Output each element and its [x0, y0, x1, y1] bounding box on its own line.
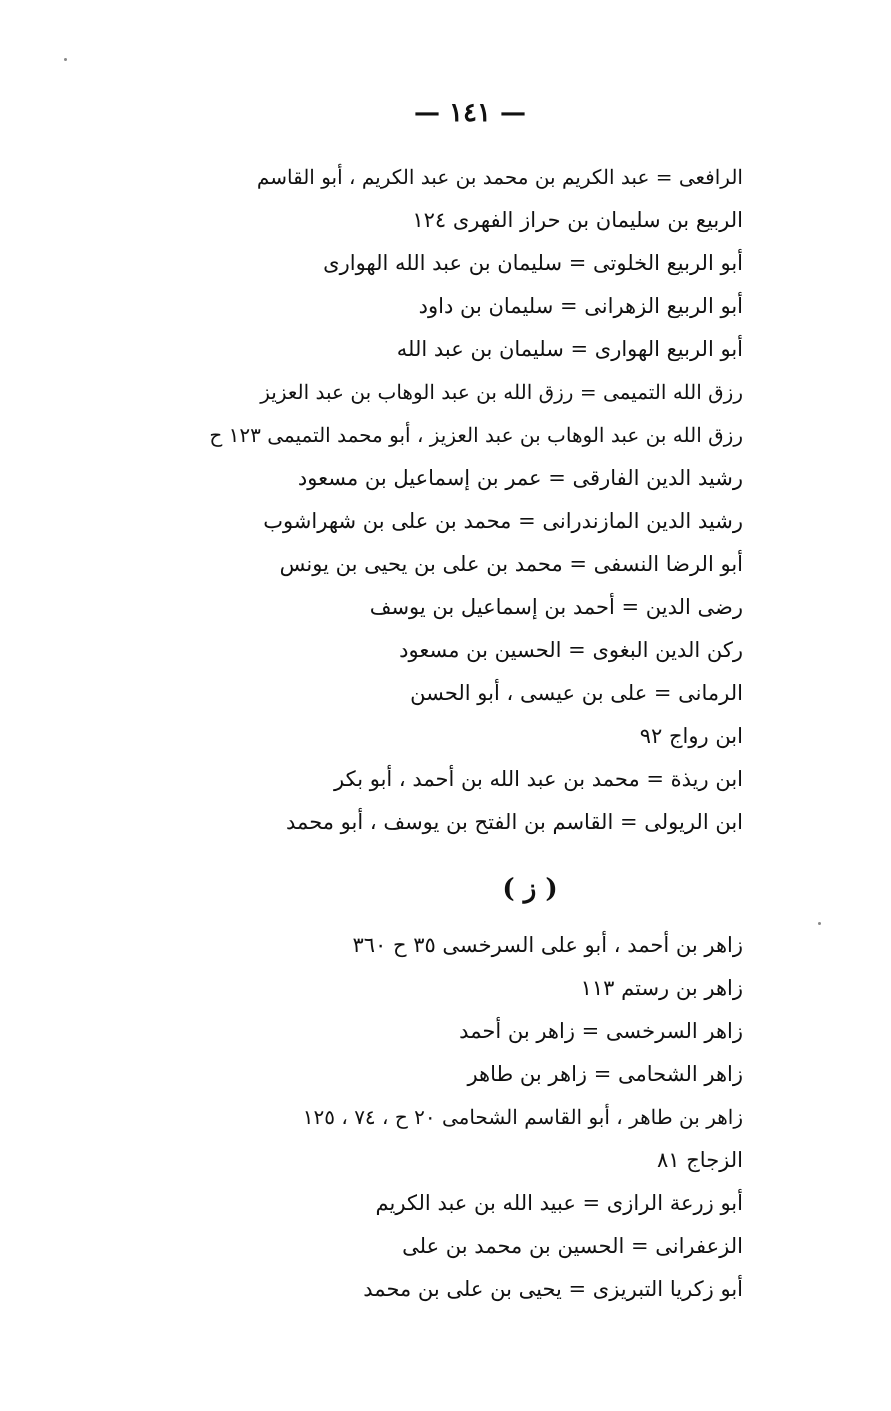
index-entry: ركن الدين البغوى = الحسين بن مسعود	[399, 638, 743, 662]
index-entry: أبو الرضا النسفى = محمد بن على بن يحيى بن يونس	[279, 552, 743, 576]
index-entry: أبو الربيع الهوارى = سليمان بن عبد الله	[396, 337, 743, 361]
index-entry: الزعفرانى = الحسين بن محمد بن على	[402, 1234, 743, 1258]
index-entry: رشيد الدين المازندرانى = محمد بن على بن شهراشوب	[263, 509, 743, 533]
section-z-entries	[183, 924, 743, 1311]
index-entry: الرمانى = على بن عيسى ، أبو الحسن	[410, 681, 743, 705]
index-entry: ابن رواج ٩٢	[639, 724, 743, 748]
index-entry: رزق الله بن عبد الوهاب بن عبد العزيز ، أبو محمد التميمى ١٢٣ ح	[209, 423, 743, 447]
index-entry: رضى الدين = أحمد بن إسماعيل بن يوسف	[369, 595, 743, 619]
index-entry: زاهر الشحامى = زاهر بن طاهر	[467, 1062, 743, 1086]
paper-speck	[818, 922, 821, 925]
index-entry: رشيد الدين الفارقى = عمر بن إسماعيل بن مسعود	[297, 466, 743, 490]
index-entry: زاهر بن طاهر ، أبو القاسم الشحامى ٢٠ ح ، ٧٤ ، ١٢٥	[302, 1105, 743, 1129]
page-number: — ١٤١ —	[413, 98, 527, 128]
index-entry: زاهر السرخسى = زاهر بن أحمد	[459, 1019, 743, 1043]
section-heading-z: ( ز )	[502, 874, 558, 904]
index-entry: أبو الربيع الخلوتى = سليمان بن عبد الله الهوارى	[323, 251, 743, 275]
index-entry: الربيع بن سليمان بن حراز الفهرى ١٢٤	[412, 208, 743, 232]
index-entry: الرافعى = عبد الكريم بن محمد بن عبد الكريم ، أبو القاسم	[256, 165, 743, 189]
index-entry: الزجاج ٨١	[657, 1148, 743, 1172]
section-r-entries	[183, 156, 743, 844]
paper-speck	[64, 58, 67, 61]
index-entry: زاهر بن أحمد ، أبو على السرخسى ٣٥ ح ٣٦٠	[352, 933, 743, 957]
index-entry: ابن الريولى = القاسم بن الفتح بن يوسف ، أبو محمد	[286, 810, 743, 834]
index-entry: رزق الله التميمى = رزق الله بن عبد الوهاب بن عبد العزيز	[260, 380, 743, 404]
index-entry: أبو زكريا التبريزى = يحيى بن على بن محمد	[363, 1277, 743, 1301]
index-entry: أبو الربيع الزهرانى = سليمان بن داود	[418, 294, 743, 318]
index-entry: أبو زرعة الرازى = عبيد الله بن عبد الكريم	[375, 1191, 743, 1215]
index-entry: ابن ريذة = محمد بن عبد الله بن أحمد ، أبو بكر	[334, 767, 743, 791]
index-entry: زاهر بن رستم ١١٣	[580, 976, 743, 1000]
